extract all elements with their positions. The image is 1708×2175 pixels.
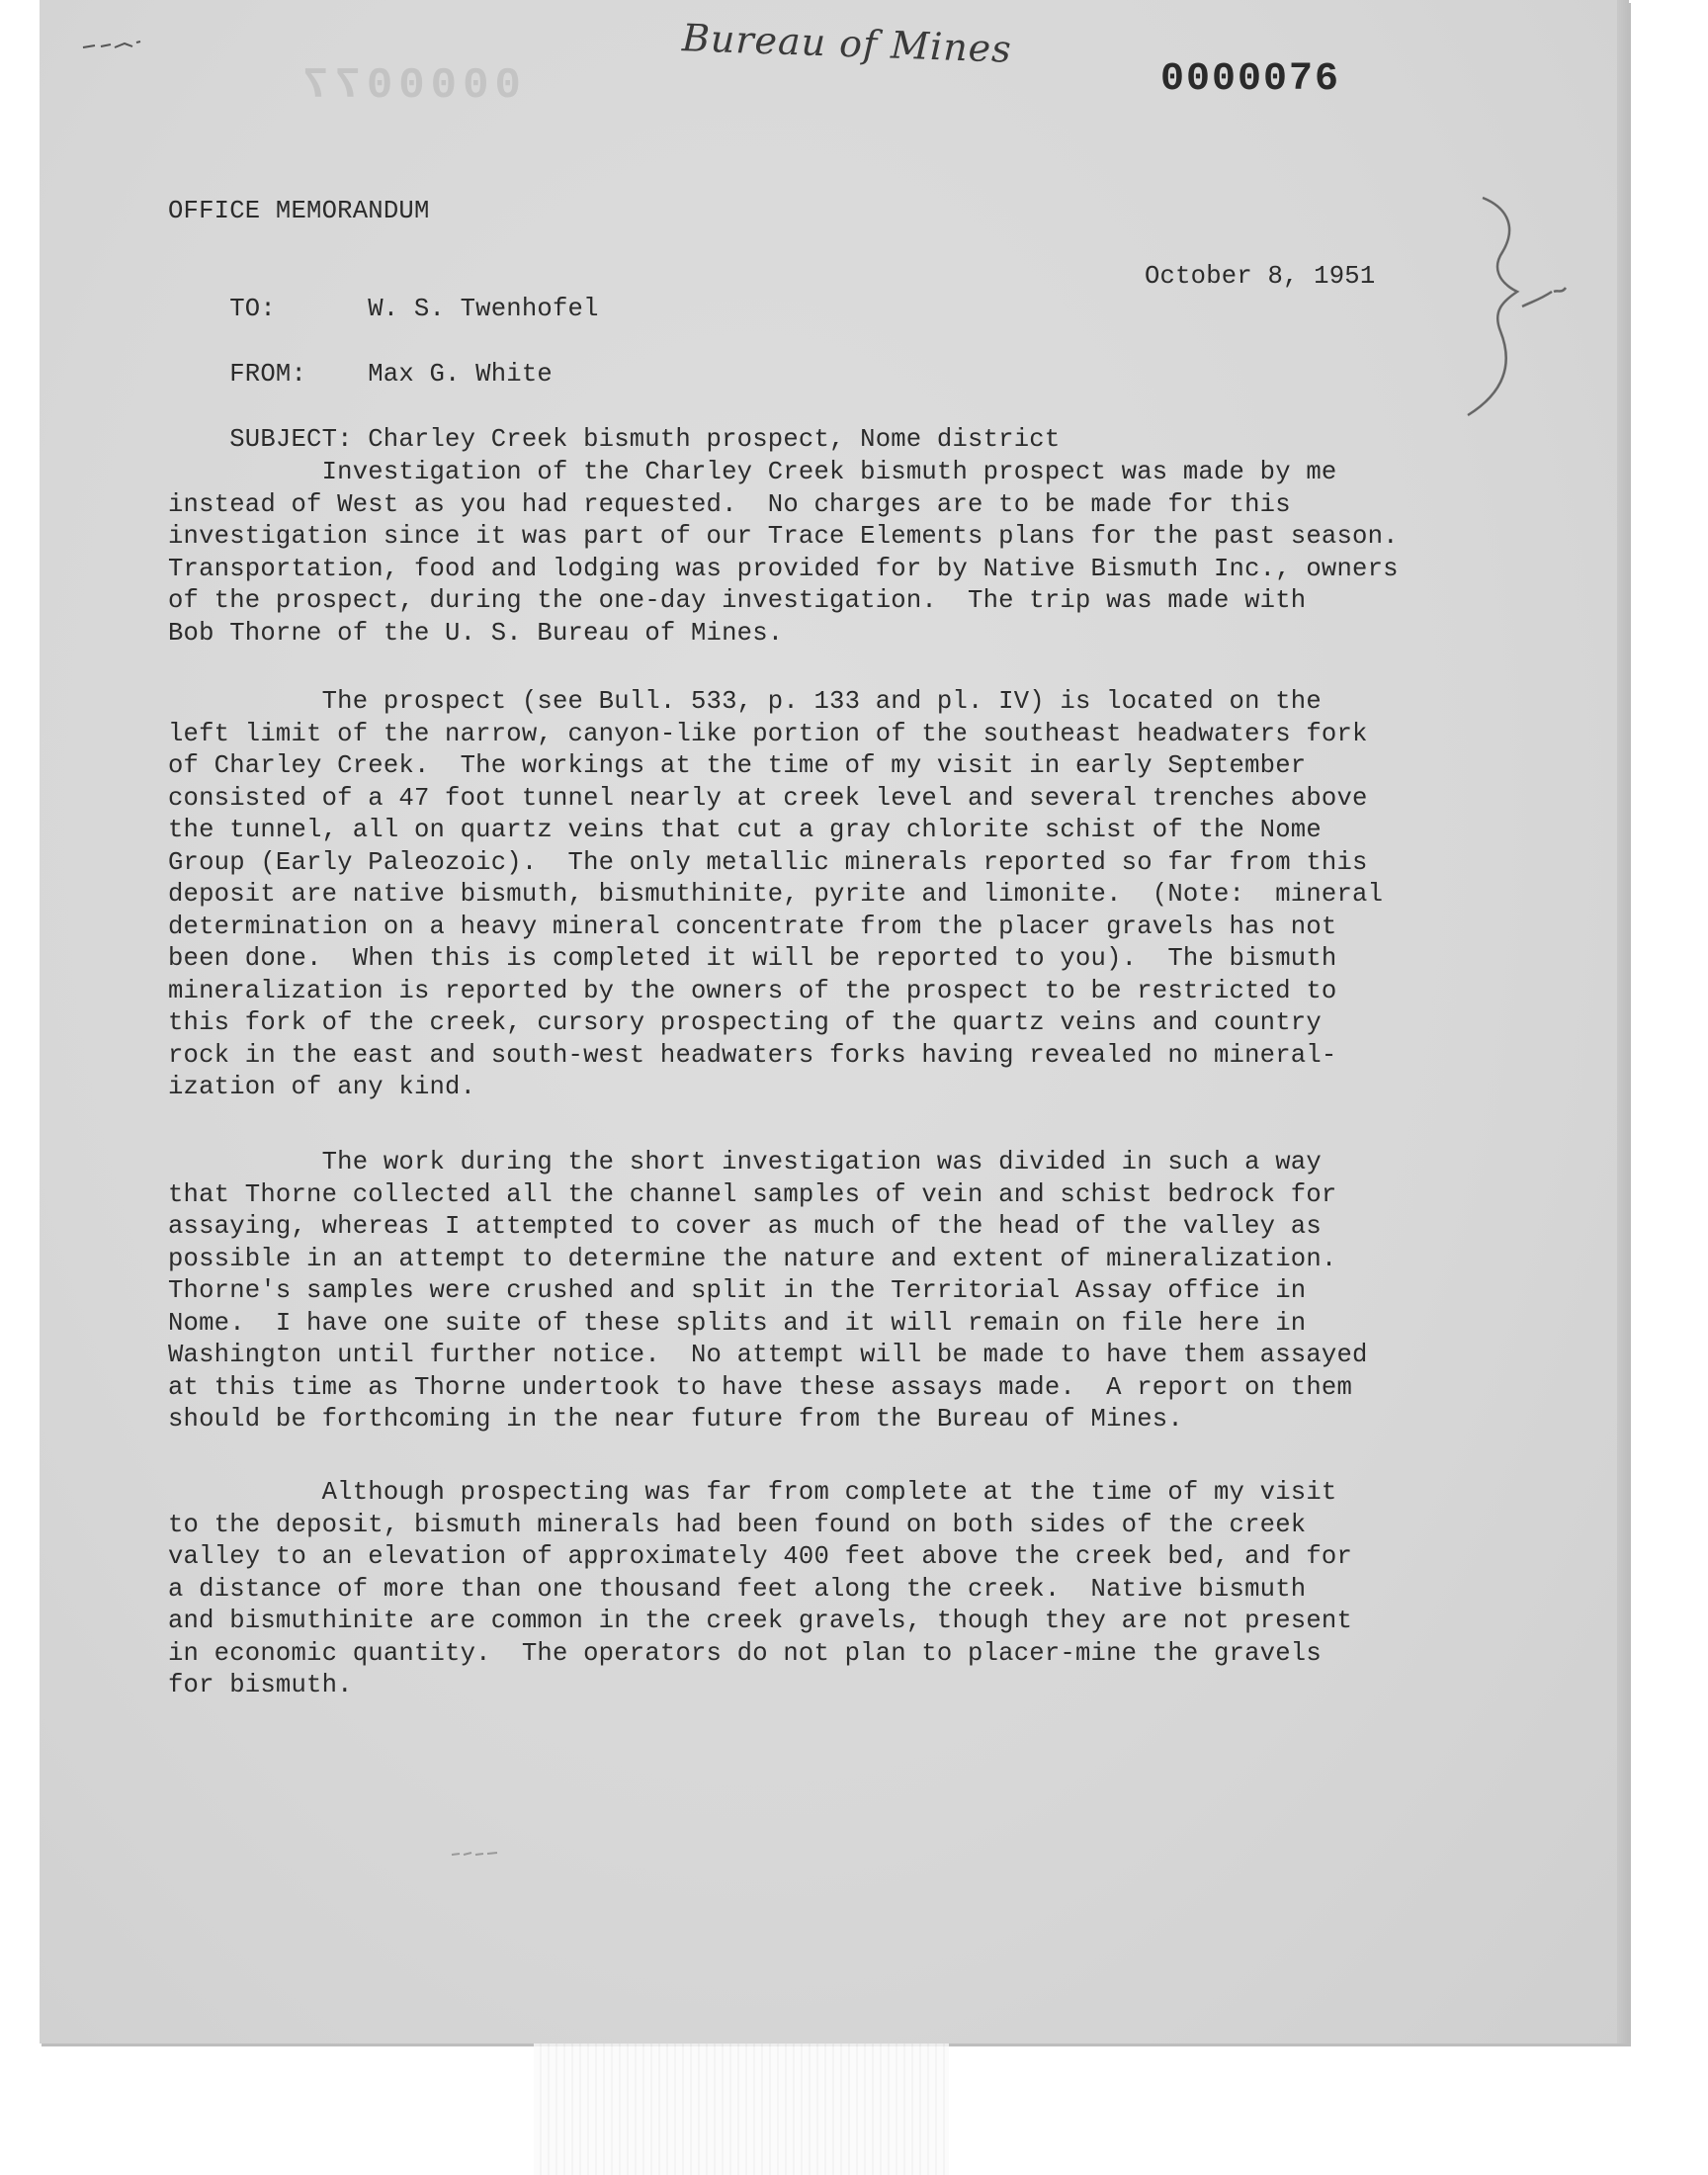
paragraph-line: consisted of a 47 foot tunnel nearly at creek level and several trenches above bbox=[168, 783, 1368, 813]
paragraph-line: of Charley Creek. The workings at the time of my visit in early September bbox=[168, 751, 1307, 780]
paragraph-line: been done. When this is completed it will be reported to you). The bismuth bbox=[168, 944, 1337, 973]
paragraph-line: Washington until further notice. No attempt will be made to have them assayed bbox=[168, 1341, 1368, 1369]
handwritten-note: Bureau of Mines bbox=[681, 16, 1013, 71]
paragraph-line: should be forthcoming in the near future from the Bureau of Mines. bbox=[168, 1405, 1183, 1434]
pencil-tick-mark bbox=[81, 40, 142, 51]
paragraph-line: Bob Thorne of the U. S. Bureau of Mines. bbox=[168, 618, 784, 648]
paragraph-line: this fork of the creek, cursory prospecting of the quartz veins and country bbox=[168, 1008, 1322, 1037]
paragraph-line: that Thorne collected all the channel samples of vein and schist bedrock for bbox=[168, 1179, 1337, 1209]
paragraph-1 bbox=[168, 457, 1512, 650]
paragraph-line: assaying, whereas I attempted to cover as much of the head of the valley as bbox=[168, 1212, 1322, 1241]
paragraph-line: determination on a heavy mineral concentrate from the placer gravels has not bbox=[168, 912, 1337, 941]
to-label: TO: bbox=[229, 294, 276, 323]
subject-value: Charley Creek bismuth prospect, Nome district bbox=[368, 424, 1061, 454]
bleed-through-number: 0000077 bbox=[297, 61, 521, 111]
paragraph-line: and bismuthinite are common in the creek gravels, though they are not present bbox=[168, 1607, 1353, 1635]
paragraph-line: rock in the east and south-west headwaters forks having revealed no mineral- bbox=[168, 1040, 1337, 1070]
pencil-smudge bbox=[450, 1849, 501, 1859]
paragraph-2 bbox=[168, 686, 1512, 1104]
paragraph-line: at this time as Thorne undertook to have these assays made. A report on them bbox=[168, 1372, 1353, 1402]
paragraph-line: deposit are native bismuth, bismuthinite, pyrite and limonite. (Note: mineral bbox=[168, 880, 1384, 909]
paragraph-line: possible in an attempt to determine the nature and extent of mineralization. bbox=[168, 1244, 1337, 1273]
paragraph-line: the tunnel, all on quartz veins that cut a gray chlorite schist of the Nome bbox=[168, 816, 1322, 844]
paragraph-line: ization of any kind. bbox=[168, 1073, 476, 1101]
handwritten-brace-mark bbox=[1463, 193, 1572, 420]
paragraph-line: Nome. I have one suite of these splits and it will remain on file here in bbox=[168, 1308, 1307, 1338]
from-value: Max G. White bbox=[368, 359, 553, 389]
paragraph-line: Thorne's samples were crushed and split in the Territorial Assay office in bbox=[168, 1276, 1307, 1305]
paragraph-line: for bismuth. bbox=[168, 1671, 353, 1699]
paragraph-line: The prospect (see Bull. 533, p. 133 and pl. IV) is located on the bbox=[168, 687, 1322, 716]
paragraph-4 bbox=[168, 1477, 1512, 1702]
paragraph-line: left limit of the narrow, canyon-like portion of the southeast headwaters fork bbox=[168, 719, 1368, 748]
paragraph-line: in economic quantity. The operators do not plan to placer-mine the gravels bbox=[168, 1638, 1322, 1668]
document-number: 0000076 bbox=[1160, 57, 1341, 102]
from-label: FROM: bbox=[229, 359, 307, 389]
subject-label: SUBJECT: bbox=[229, 424, 353, 454]
memo-title: OFFICE MEMORANDUM bbox=[168, 197, 430, 225]
paragraph-line: Investigation of the Charley Creek bismuth prospect was made by me bbox=[168, 458, 1337, 486]
paragraph-line: instead of West as you had requested. No charges are to be made for this bbox=[168, 489, 1291, 519]
paragraph-line: Transportation, food and lodging was provided for by Native Bismuth Inc., owners bbox=[168, 554, 1399, 583]
paragraph-3 bbox=[168, 1147, 1512, 1436]
paragraph-line: mineralization is reported by the owners of the prospect to be restricted to bbox=[168, 976, 1337, 1005]
paragraph-line: Group (Early Paleozoic). The only metallic minerals reported so far from this bbox=[168, 847, 1368, 877]
paragraph-line: to the deposit, bismuth minerals had been found on both sides of the creek bbox=[168, 1510, 1307, 1539]
memo-date: October 8, 1951 bbox=[1145, 262, 1376, 291]
scanner-strip bbox=[534, 2044, 949, 2175]
paragraph-line: Although prospecting was far from complete at the time of my visit bbox=[168, 1478, 1337, 1507]
paragraph-line: valley to an elevation of approximately 400 feet above the creek bed, and for bbox=[168, 1542, 1353, 1571]
paragraph-line: The work during the short investigation was divided in such a way bbox=[168, 1148, 1322, 1176]
page-edge-shadow bbox=[1617, 0, 1629, 2044]
paragraph-line: of the prospect, during the one-day investigation. The trip was made with bbox=[168, 586, 1307, 615]
paragraph-line: investigation since it was part of our Trace Elements plans for the past season. bbox=[168, 522, 1399, 551]
paragraph-line: a distance of more than one thousand feet along the creek. Native bismuth bbox=[168, 1574, 1307, 1604]
to-value: W. S. Twenhofel bbox=[368, 294, 599, 323]
